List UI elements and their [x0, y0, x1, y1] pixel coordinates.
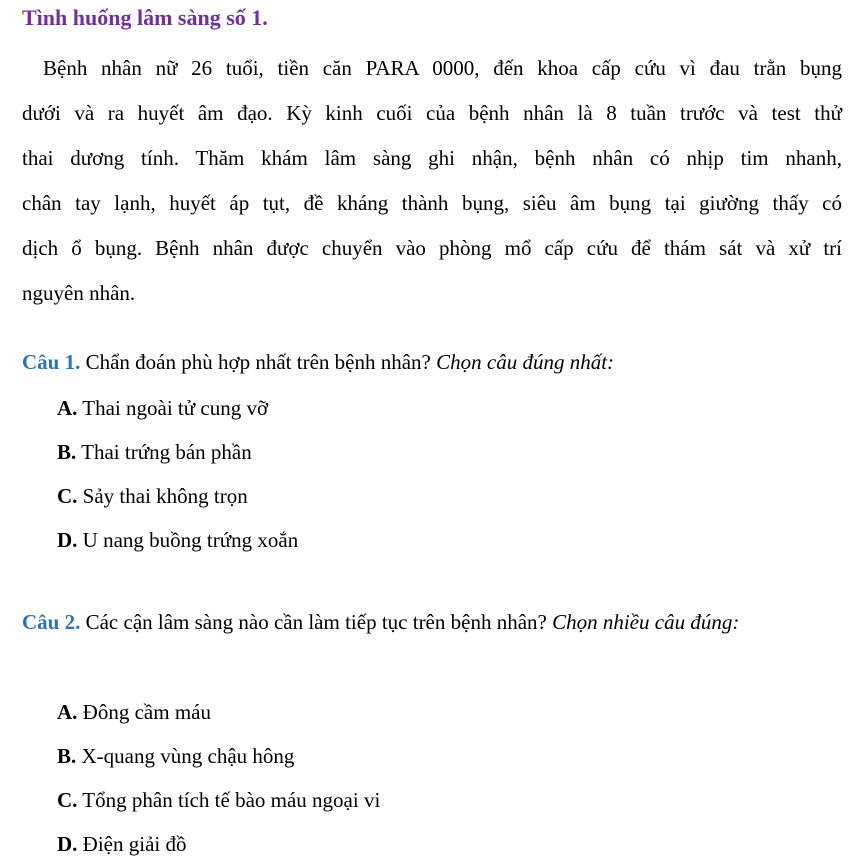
option-text: Sảy thai không trọn	[77, 484, 248, 508]
option-letter: A.	[57, 396, 78, 420]
question-hint: Chọn câu đúng nhất:	[436, 350, 615, 374]
question-text: Chẩn đoán phù hợp nhất trên bệnh nhân?	[80, 350, 437, 374]
case-line: dưới và ra huyết âm đạo. Kỳ kinh cuối của bệnh nhân là 8 tuần trước và test thử	[22, 101, 842, 125]
option-text: X-quang vùng chậu hông	[76, 744, 295, 768]
option-b[interactable]	[57, 430, 298, 474]
option-letter: B.	[57, 440, 77, 464]
option-text: Thai ngoài tử cung vỡ	[77, 396, 269, 420]
option-b[interactable]	[57, 734, 380, 778]
option-text: Điện giải đồ	[77, 832, 187, 856]
option-letter: B.	[57, 744, 77, 768]
option-c[interactable]	[57, 778, 380, 822]
question-number: Câu 2.	[22, 610, 81, 634]
option-letter: D.	[57, 832, 78, 856]
option-text: Đông cầm máu	[77, 700, 211, 724]
case-title: Tình huống lâm sàng số 1.	[22, 5, 268, 30]
question-number: Câu 1.	[22, 350, 81, 374]
option-text: Tổng phân tích tế bào máu ngoại vi	[77, 788, 381, 812]
option-a[interactable]	[57, 386, 298, 430]
option-text: U nang buồng trứng xoắn	[77, 528, 299, 552]
option-d[interactable]	[57, 822, 380, 866]
question-2	[22, 600, 842, 645]
question-1	[22, 340, 842, 385]
case-line: nguyên nhân.	[22, 281, 136, 305]
question-hint: Chọn nhiều câu đúng:	[552, 610, 740, 634]
option-letter: C.	[57, 788, 78, 812]
option-text: Thai trứng bán phần	[76, 440, 252, 464]
question-2-options	[57, 690, 380, 866]
case-line: Bệnh nhân nữ 26 tuổi, tiền căn PARA 0000, đến khoa cấp cứu vì đau trằn bụng	[43, 56, 842, 80]
option-letter: C.	[57, 484, 78, 508]
option-letter: A.	[57, 700, 78, 724]
case-line: dịch ổ bụng. Bệnh nhân được chuyển vào phòng mổ cấp cứu để thám sát và xử trí	[22, 236, 842, 260]
case-description	[22, 46, 842, 316]
option-c[interactable]	[57, 474, 298, 518]
case-line: chân tay lạnh, huyết áp tụt, đề kháng thành bụng, siêu âm bụng tại giường thấy có	[22, 191, 842, 215]
question-1-options	[57, 386, 298, 562]
case-line: thai dương tính. Thăm khám lâm sàng ghi nhận, bệnh nhân có nhịp tim nhanh,	[22, 146, 842, 170]
option-d[interactable]	[57, 518, 298, 562]
option-a[interactable]	[57, 690, 380, 734]
question-text: Các cận lâm sàng nào cần làm tiếp tục trên bệnh nhân?	[80, 610, 553, 634]
option-letter: D.	[57, 528, 78, 552]
